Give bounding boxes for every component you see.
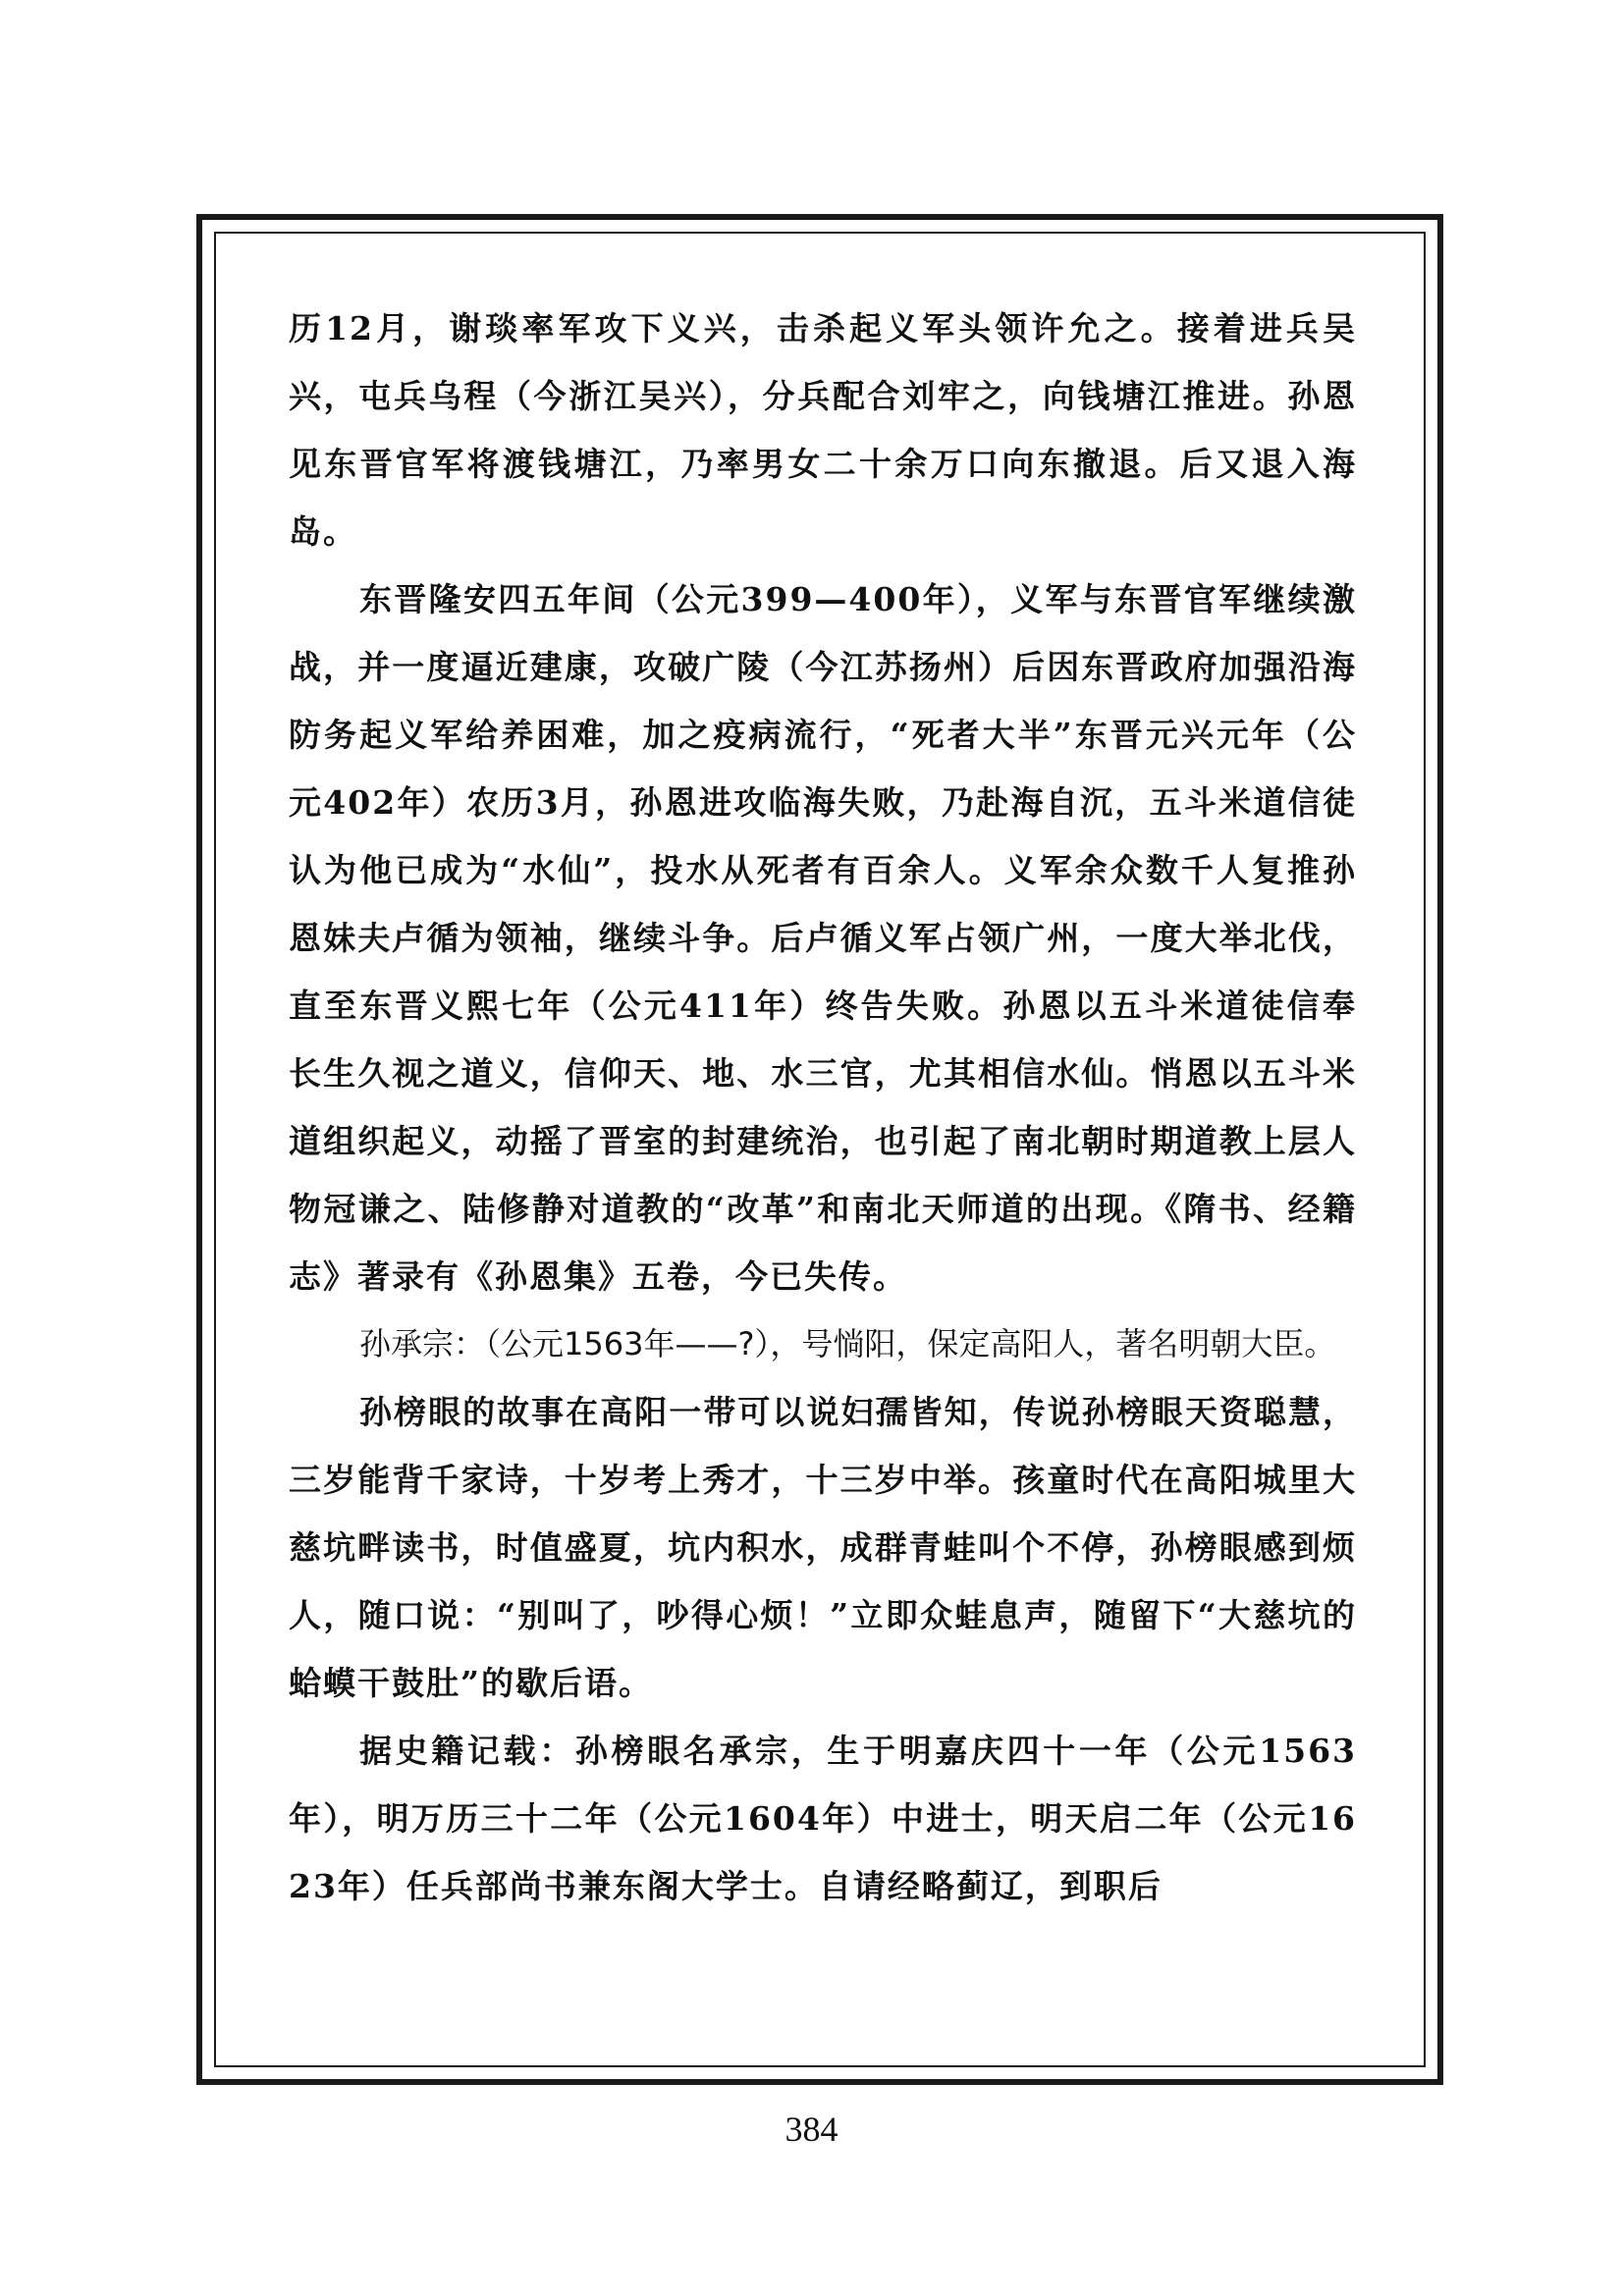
paragraph: 据史籍记载：孙榜眼名承宗，生于明嘉庆四十一年（公元1563年），明万历三十二年（公元1604年）中进士，明天启二年（公元1623年）任兵部尚书兼东阁大学士。自请经略蓟辽，到职后 [289,1732,1357,1905]
body-text [289,294,1357,1920]
paragraph: 孙承宗：（公元1563年——?），号惝阳，保定高阳人，著名明朝大臣。 [359,1325,1336,1362]
page-number: 384 [784,2109,839,2149]
paragraph: 历12月，谢琰率军攻下义兴，击杀起义军头领许允之。接着进兵吴兴，屯兵乌程（今浙江吴兴），分兵配合刘牢之，向钱塘江推进。孙恩见东晋官军将渡钱塘江，乃率男女二十余万口向东撤退。后又退入海岛。 [289,309,1357,551]
paragraph: 孙榜眼的故事在高阳一带可以说妇孺皆知，传说孙榜眼天资聪慧，三岁能背千家诗，十岁考上秀才，十三岁中举。孩童时代在高阳城里大慈坑畔读书，时值盛夏，坑内积水，成群青蛙叫个不停，孙榜眼感到烦人，随口说：“别叫了，吵得心烦！”立即众蛙息声，随留下“大慈坑的蛤蟆干鼓肚”的歇后语。 [289,1393,1357,1702]
paragraph: 东晋隆安四五年间（公元399—400年），义军与东晋官军继续激战，并一度逼近建康，攻破广陵（今江苏扬州）后因东晋政府加强沿海防务起义军给养困难，加之疫病流行，“死者大半”东晋元兴元年（公元402年）农历3月，孙恩进攻临海失败，乃赴海自沉，五斗米道信徒认为他已成为“水仙”，投水从死者有百余人。义军余众数千人复推孙恩妹夫卢循为领袖，继续斗争。后卢循义军占领广州，一度大举北伐，直至东晋义熙七年（公元411年）终告失败。孙恩以五斗米道徒信奉长生久视之道义，信仰天、地、水三官，尤其相信水仙。悄恩以五斗米道组织起义，动摇了晋室的封建统治，也引起了南北朝时期道教上层人物冠谦之、陆修静对道教的“改革”和南北天师道的出现。《隋书、经籍志》著录有《孙恩集》五卷，今已失传。 [289,580,1357,1296]
